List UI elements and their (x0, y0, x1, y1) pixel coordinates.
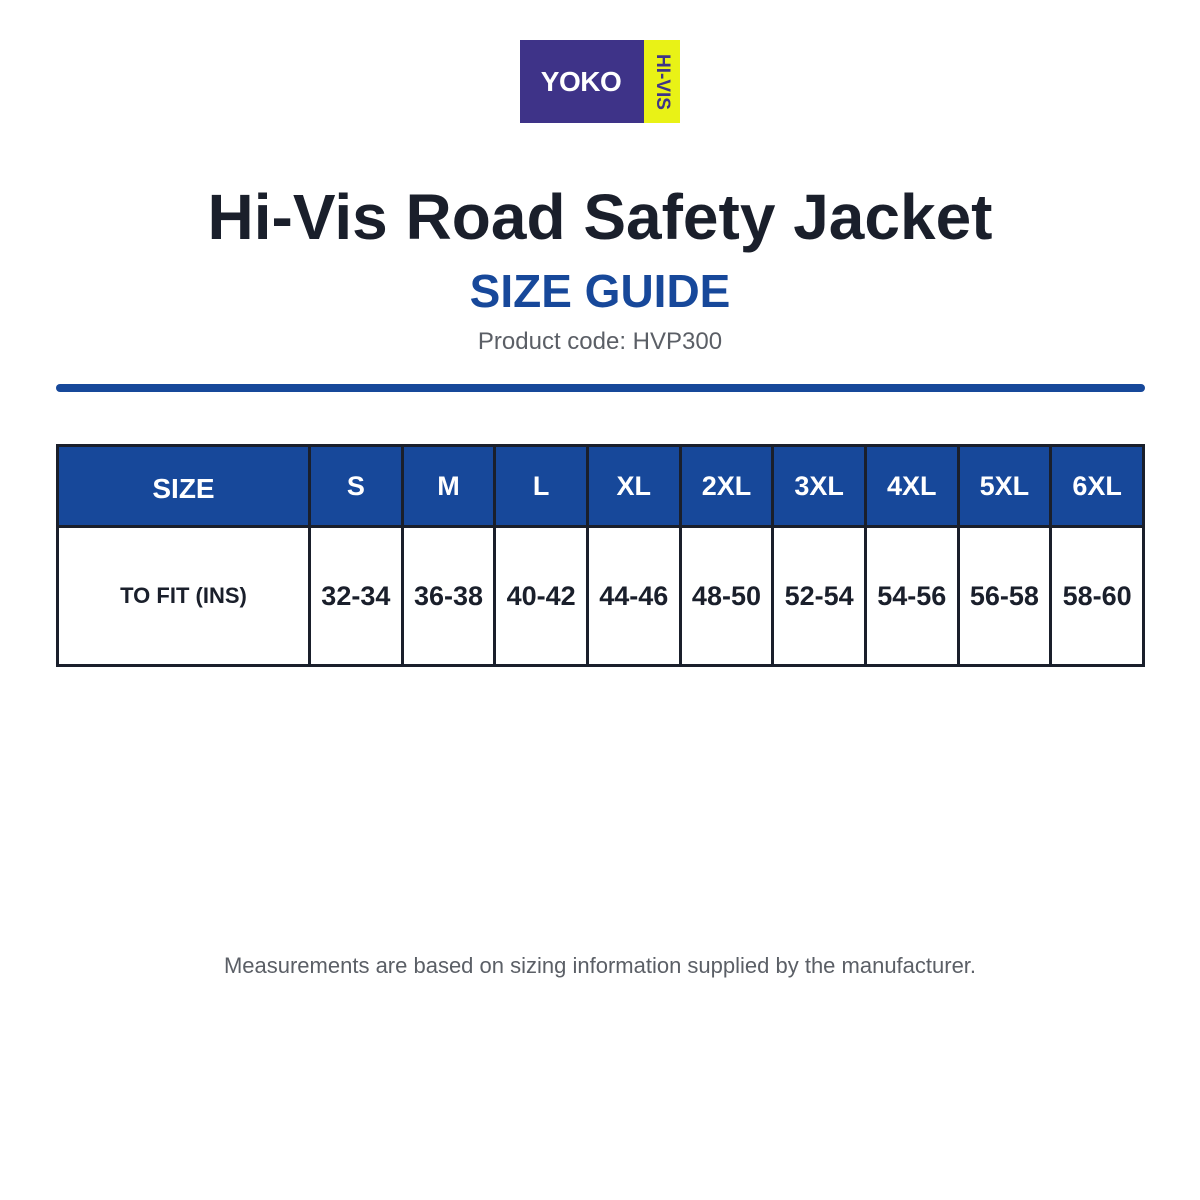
logo-brand-text: YOKO (540, 65, 622, 97)
fit-cell: 56-58 (958, 527, 1051, 666)
logo-tag-panel (642, 40, 680, 123)
size-row-label: SIZE (58, 446, 310, 527)
size-cell: 2XL (680, 446, 773, 527)
size-cell: 5XL (958, 446, 1051, 527)
fit-cell: 40-42 (495, 527, 588, 666)
fit-cell: 44-46 (587, 527, 680, 666)
size-header-row (58, 446, 1144, 527)
footnote: Measurements are based on sizing information supplied by the manufacturer. (223, 953, 977, 978)
page-title: Hi-Vis Road Safety Jacket (207, 181, 993, 253)
product-code: Product code: HVP300 (477, 328, 723, 355)
size-cell: 3XL (773, 446, 866, 527)
size-cell: M (402, 446, 495, 527)
fit-row-label: TO FIT (INS) (58, 527, 310, 666)
divider (56, 384, 1145, 392)
fit-cell: 54-56 (865, 527, 958, 666)
size-cell: 6XL (1051, 446, 1144, 527)
size-cell: L (495, 446, 588, 527)
logo-tag-text: HI-VIS (652, 53, 674, 110)
page-subtitle: SIZE GUIDE (469, 265, 731, 317)
logo-brand-panel (520, 40, 642, 123)
fit-cell: 32-34 (310, 527, 403, 666)
size-table (56, 444, 1145, 667)
brand-logo (520, 40, 680, 123)
size-cell: 4XL (865, 446, 958, 527)
size-cell: XL (587, 446, 680, 527)
fit-cell: 52-54 (773, 527, 866, 666)
fit-cell: 48-50 (680, 527, 773, 666)
fit-cell: 36-38 (402, 527, 495, 666)
size-cell: S (310, 446, 403, 527)
fit-cell: 58-60 (1051, 527, 1144, 666)
fit-row (58, 527, 1144, 666)
